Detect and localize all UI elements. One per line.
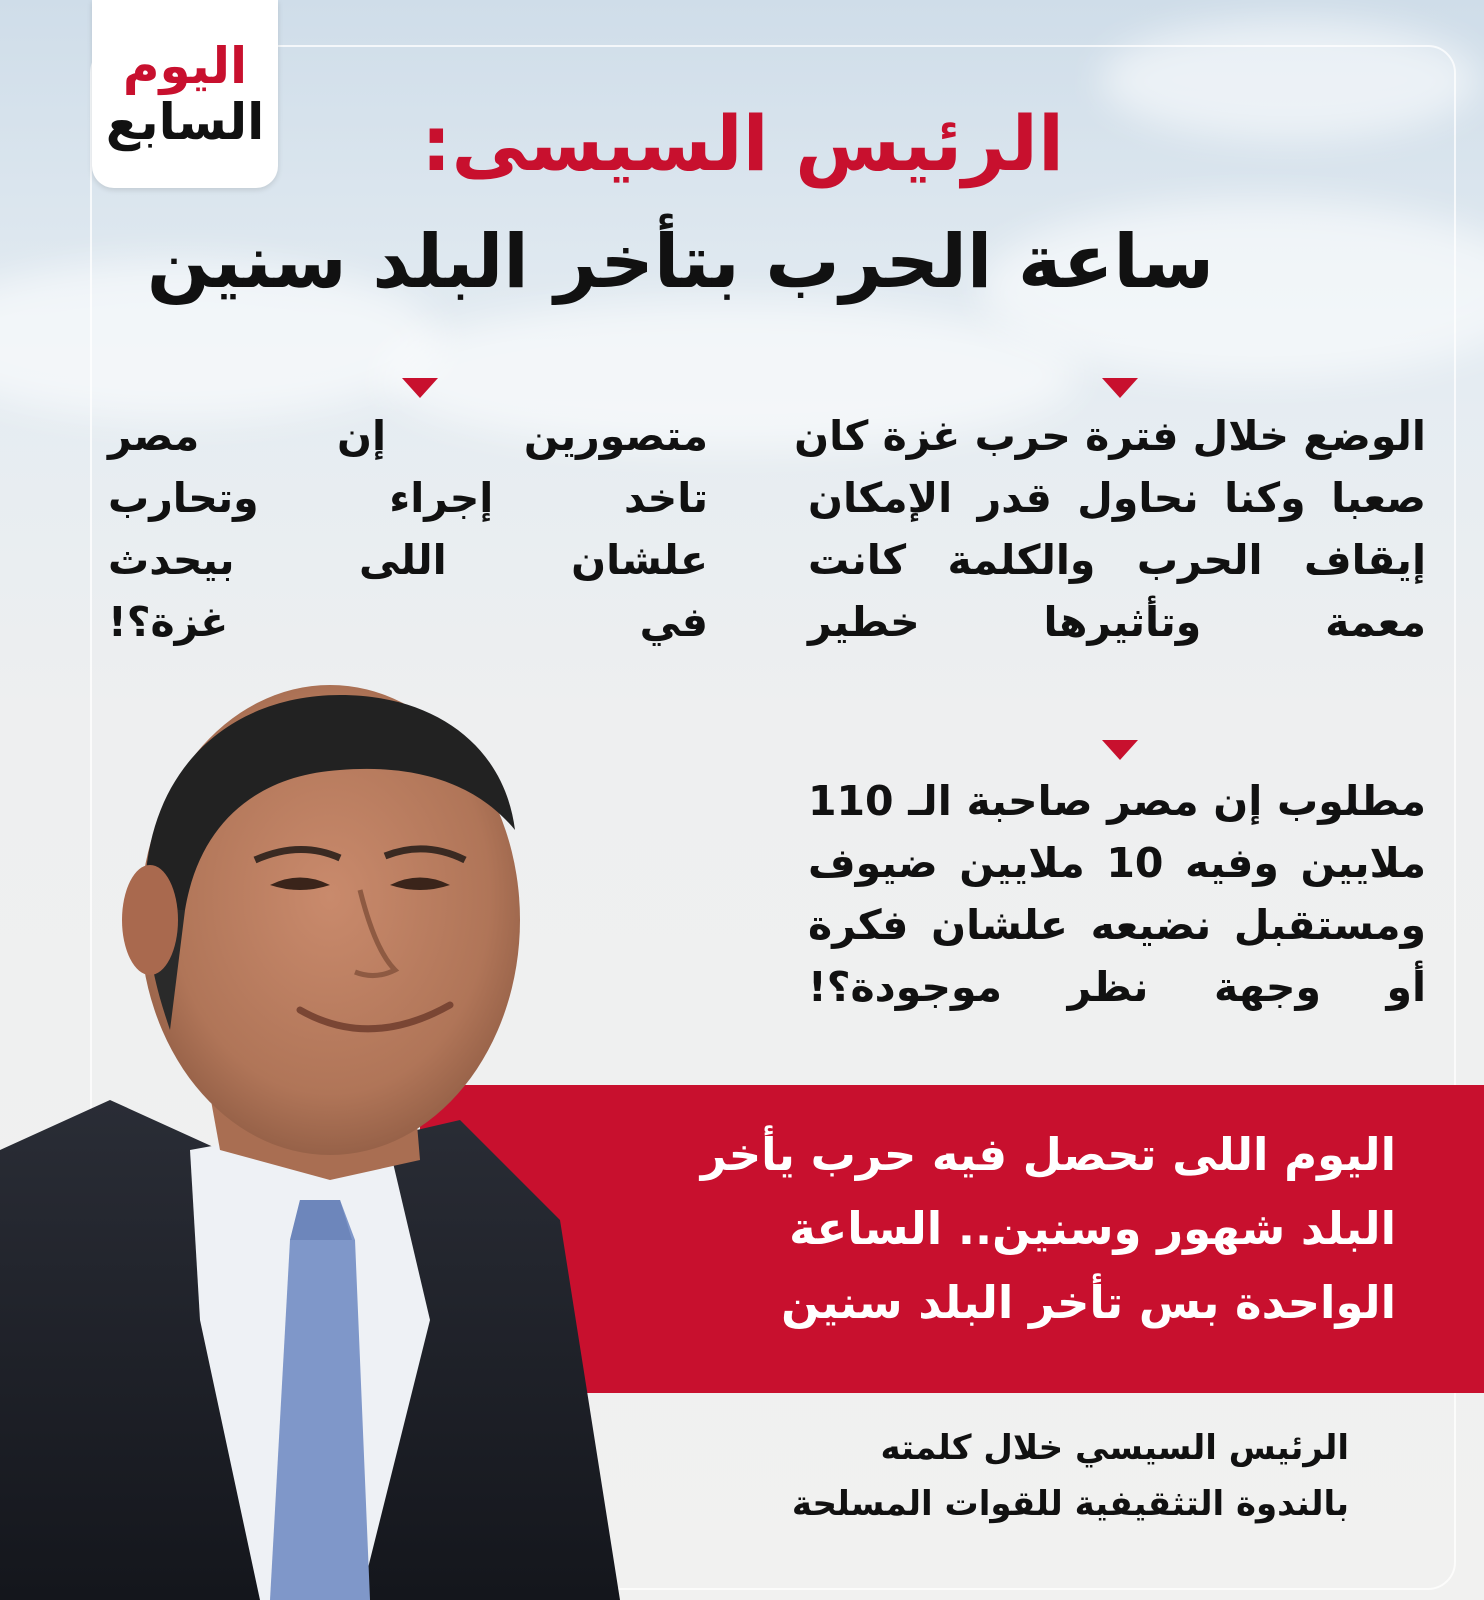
highlight-quote xyxy=(701,1118,1396,1340)
caption-line: الرئيس السيسي خلال كلمته xyxy=(880,1428,1349,1468)
logo-word-today: اليوم xyxy=(122,37,248,95)
quote-line: متصورين إن مصر xyxy=(108,412,708,460)
quote-right xyxy=(794,405,1426,653)
quote-line: علشان اللى بيحدث xyxy=(108,536,708,584)
headline-subtitle: ساعة الحرب بتأخر البلد سنين xyxy=(146,219,1214,305)
quote-marker-right-icon xyxy=(1102,378,1138,398)
quote-marker-left-icon xyxy=(402,378,438,398)
quote-line: أو وجهة نظر موجودة؟! xyxy=(808,963,1426,1011)
highlight-line: الواحدة بس تأخر البلد سنين xyxy=(781,1276,1396,1329)
quote-line: صعبا وكنا نحاول قدر الإمكان xyxy=(808,474,1426,522)
quote-line: في غزة؟! xyxy=(108,598,708,646)
quote-middle xyxy=(808,770,1426,1018)
quote-line: ومستقبل نضيعه علشان فكرة xyxy=(808,901,1426,949)
highlight-line: البلد شهور وسنين.. الساعة xyxy=(789,1202,1396,1255)
quote-marker-middle-icon xyxy=(1102,740,1138,760)
quote-line: مطلوب إن مصر صاحبة الـ 110 xyxy=(808,777,1426,825)
quote-line: إيقاف الحرب والكلمة كانت xyxy=(808,536,1426,584)
quote-line: تاخد إجراء وتحارب xyxy=(108,474,708,522)
caption-line: بالندوة التثقيفية للقوات المسلحة xyxy=(791,1484,1349,1524)
headline-title: الرئيس السيسى: xyxy=(421,99,1064,188)
portrait-photo xyxy=(0,680,620,1600)
brand-logo xyxy=(92,0,278,188)
quote-left xyxy=(108,405,708,653)
quote-line: الوضع خلال فترة حرب غزة كان xyxy=(794,412,1426,460)
quote-line: ملايين وفيه 10 ملايين ضيوف xyxy=(808,839,1426,887)
speech-source-caption xyxy=(792,1420,1349,1532)
quote-line: معمة وتأثيرها خطير xyxy=(808,598,1426,646)
logo-word-seventh: السابع xyxy=(105,93,265,151)
highlight-line: اليوم اللى تحصل فيه حرب يأخر xyxy=(700,1128,1396,1181)
